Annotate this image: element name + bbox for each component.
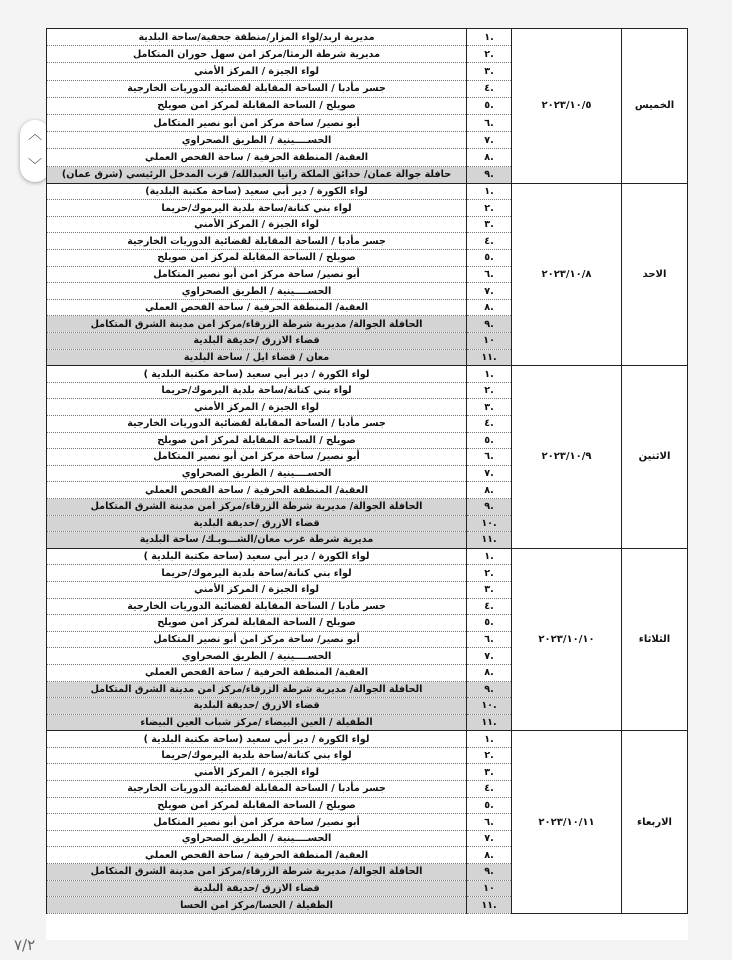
location-cell: لواء الكورة / دير أبي سعيد (ساحة مكتبة البلدية ): [47, 731, 467, 748]
location-cell: جسر مأدبا / الساحة المقابلة لقضائية الدوريات الخارجية: [47, 233, 467, 250]
row-number: .١١: [467, 897, 512, 914]
location-cell: الحســــينية / الطريق الصحراوي: [47, 132, 467, 149]
location-cell: صويلح / الساحة المقابلة لمركز امن صويلح: [47, 432, 467, 449]
location-cell: معان / قضاء ايل / ساحة البلدية: [47, 349, 467, 366]
page-indicator: ٧/٢: [14, 936, 36, 954]
row-number: .١: [467, 548, 512, 565]
row-number: .٦: [467, 114, 512, 131]
location-cell: العقبة/ المنطقة الحرفية / ساحة الفحص العملي: [47, 482, 467, 499]
location-cell: مديرية اربد/لواء المزار/منطقة جحفية/ساحة البلدية: [47, 29, 467, 46]
row-number: .٧: [467, 283, 512, 300]
row-number: .١١: [467, 532, 512, 549]
row-number: .٣: [467, 63, 512, 80]
row-number: .١: [467, 366, 512, 383]
location-cell: جسر مأدبا / الساحة المقابلة لقضائية الدوريات الخارجية: [47, 416, 467, 433]
location-cell: لواء بني كنانة/ساحة بلدية اليرموك/حريما: [47, 200, 467, 217]
location-cell: الطفيلة / الحسا/مركز امن الحسا: [47, 897, 467, 914]
location-cell: لواء بني كنانة/ساحة بلدية اليرموك/حريما: [47, 747, 467, 764]
row-number: .١١: [467, 714, 512, 731]
location-cell: الحافلة الجوالة/ مديرية شرطة الزرقاء/مركز امن مدينة الشرق المتكامل: [47, 681, 467, 698]
row-number: .٣: [467, 216, 512, 233]
location-cell: جسر مأدبا / الساحة المقابلة لقضائية الدوريات الخارجية: [47, 598, 467, 615]
row-number: .٢: [467, 747, 512, 764]
row-number: .٤: [467, 416, 512, 433]
table-row: [47, 366, 688, 383]
location-cell: لواء الجيزة / المركز الأمني: [47, 399, 467, 416]
table-row: [47, 731, 688, 748]
row-number: .٤: [467, 233, 512, 250]
location-cell: حافلة جوالة عمان/ حدائق الملكة رانيا العبدالله/ قرب المدخل الرئيسي (شرق عمان): [47, 166, 467, 183]
row-number: .٥: [467, 432, 512, 449]
row-number: .٩: [467, 681, 512, 698]
location-cell: الحافلة الجوالة/ مديرية شرطة الزرقاء/مركز امن مدينة الشرق المتكامل: [47, 864, 467, 881]
location-cell: لواء الكورة / دير أبي سعيد (ساحة مكتبة البلدية ): [47, 548, 467, 565]
day-cell: الاثنين: [622, 366, 688, 549]
location-cell: العقبة/ المنطقة الحرفية / ساحة الفحص العملي: [47, 847, 467, 864]
location-cell: الحســــينية / الطريق الصحراوي: [47, 830, 467, 847]
location-cell: أبو نصير/ ساحة مركز امن أبو نصير المتكامل: [47, 114, 467, 131]
row-number: .٧: [467, 648, 512, 665]
row-number: .٥: [467, 797, 512, 814]
row-number: .٨: [467, 482, 512, 499]
row-number: .٩: [467, 166, 512, 183]
location-cell: قضاء الازرق /حديقة البلدية: [47, 880, 467, 897]
table-row: [47, 548, 688, 565]
location-cell: جسر مأدبا / الساحة المقابلة لقضائية الدوريات الخارجية: [47, 781, 467, 798]
location-cell: جسر مأدبا / الساحة المقابلة لقضائية الدوريات الخارجية: [47, 80, 467, 97]
location-cell: العقبة/ المنطقة الحرفية / ساحة الفحص العملي: [47, 299, 467, 316]
row-number: .١١: [467, 349, 512, 366]
row-number: .١٠: [467, 515, 512, 532]
location-cell: صويلح / الساحة المقابلة لمركز امن صويلح: [47, 97, 467, 114]
row-number: .٣: [467, 764, 512, 781]
chevron-down-icon[interactable]: ﹀: [28, 158, 42, 174]
row-number: .٦: [467, 266, 512, 283]
row-number: .٦: [467, 631, 512, 648]
location-cell: أبو نصير/ ساحة مركز امن أبو نصير المتكامل: [47, 449, 467, 466]
row-number: .٦: [467, 814, 512, 831]
table-row: [47, 29, 688, 46]
row-number: ١٠: [467, 880, 512, 897]
location-cell: صويلح / الساحة المقابلة لمركز امن صويلح: [47, 615, 467, 632]
location-cell: لواء الجيزة / المركز الأمني: [47, 581, 467, 598]
day-cell: الخميس: [622, 29, 688, 184]
row-number: .٨: [467, 149, 512, 166]
row-number: .٢: [467, 200, 512, 217]
row-number: .٧: [467, 132, 512, 149]
location-cell: أبو نصير/ ساحة مركز امن أبو نصير المتكامل: [47, 631, 467, 648]
location-cell: العقبة/ المنطقة الحرفية / ساحة الفحص العملي: [47, 149, 467, 166]
row-number: .٨: [467, 664, 512, 681]
row-number: .٩: [467, 498, 512, 515]
row-number: .٣: [467, 581, 512, 598]
row-number: .٥: [467, 615, 512, 632]
location-cell: الحســــينية / الطريق الصحراوي: [47, 465, 467, 482]
row-number: .٧: [467, 465, 512, 482]
location-cell: لواء الكورة / دير أبي سعيد (ساحة مكتبة البلدية): [47, 183, 467, 200]
schedule-body: [47, 29, 688, 914]
location-cell: الطفيلة / العين البيضاء /مركز شباب العين البيضاء: [47, 714, 467, 731]
location-cell: صويلح / الساحة المقابلة لمركز امن صويلح: [47, 250, 467, 267]
row-number: .١: [467, 731, 512, 748]
row-number: .٦: [467, 449, 512, 466]
location-cell: لواء الجيزة / المركز الأمني: [47, 216, 467, 233]
location-cell: قضاء الازرق /حديقة البلدية: [47, 515, 467, 532]
row-number: .٤: [467, 598, 512, 615]
table-row: [47, 183, 688, 200]
location-cell: لواء الجيزة / المركز الأمني: [47, 764, 467, 781]
row-number: .١: [467, 29, 512, 46]
location-cell: مديرية شرطة غرب معان/الشـــوبـك/ ساحة البلدية: [47, 532, 467, 549]
schedule-document: [46, 28, 688, 940]
date-cell: ٢٠٢٣/١٠/٨: [512, 183, 622, 366]
schedule-table: [46, 28, 688, 914]
location-cell: أبو نصير/ ساحة مركز امن أبو نصير المتكامل: [47, 814, 467, 831]
location-cell: أبو نصير/ ساحة مركز امن أبو نصير المتكامل: [47, 266, 467, 283]
day-cell: الاحد: [622, 183, 688, 366]
location-cell: العقبة/ المنطقة الحرفية / ساحة الفحص العملي: [47, 664, 467, 681]
location-cell: لواء الكورة / دير أبي سعيد (ساحة مكتبة البلدية ): [47, 366, 467, 383]
row-number: .٥: [467, 97, 512, 114]
row-number: .٧: [467, 830, 512, 847]
date-cell: ٢٠٢٣/١٠/٥: [512, 29, 622, 184]
day-cell: الثلاثاء: [622, 548, 688, 731]
chevron-up-icon[interactable]: ︿: [28, 127, 42, 143]
location-cell: لواء الجيزة / المركز الأمني: [47, 63, 467, 80]
row-number: .١: [467, 183, 512, 200]
day-cell: الاربعاء: [622, 731, 688, 914]
row-number: .٣: [467, 399, 512, 416]
row-number: .٨: [467, 847, 512, 864]
location-cell: الحســــينية / الطريق الصحراوي: [47, 648, 467, 665]
location-cell: الحافلة الجوالة/ مديرية شرطة الزرقاء/مركز امن مدينة الشرق المتكامل: [47, 316, 467, 333]
location-cell: لواء بني كنانة/ساحة بلدية اليرموك/حريما: [47, 382, 467, 399]
row-number: .٢: [467, 46, 512, 63]
row-number: ١٠: [467, 333, 512, 350]
date-cell: ٢٠٢٣/١٠/١١: [512, 731, 622, 914]
row-number: .٨: [467, 299, 512, 316]
row-number: .٩: [467, 316, 512, 333]
row-number: .٤: [467, 781, 512, 798]
location-cell: قضاء الازرق /حديقة البلدية: [47, 333, 467, 350]
location-cell: الحســــينية / الطريق الصحراوي: [47, 283, 467, 300]
row-number: .٩: [467, 864, 512, 881]
row-number: .٤: [467, 80, 512, 97]
row-number: .٢: [467, 565, 512, 582]
date-cell: ٢٠٢٣/١٠/٩: [512, 366, 622, 549]
location-cell: لواء بني كنانة/ساحة بلدية اليرموك/حريما: [47, 565, 467, 582]
date-cell: ٢٠٢٣/١٠/١٠: [512, 548, 622, 731]
location-cell: مديرية شرطة الرمثا/مركز امن سهل حوران المتكامل: [47, 46, 467, 63]
row-number: .١٠: [467, 698, 512, 715]
location-cell: الحافلة الجوالة/ مديرية شرطة الزرقاء/مركز امن مدينة الشرق المتكامل: [47, 498, 467, 515]
location-cell: قضاء الازرق /حديقة البلدية: [47, 698, 467, 715]
location-cell: صويلح / الساحة المقابلة لمركز امن صويلح: [47, 797, 467, 814]
row-number: .٢: [467, 382, 512, 399]
row-number: .٥: [467, 250, 512, 267]
